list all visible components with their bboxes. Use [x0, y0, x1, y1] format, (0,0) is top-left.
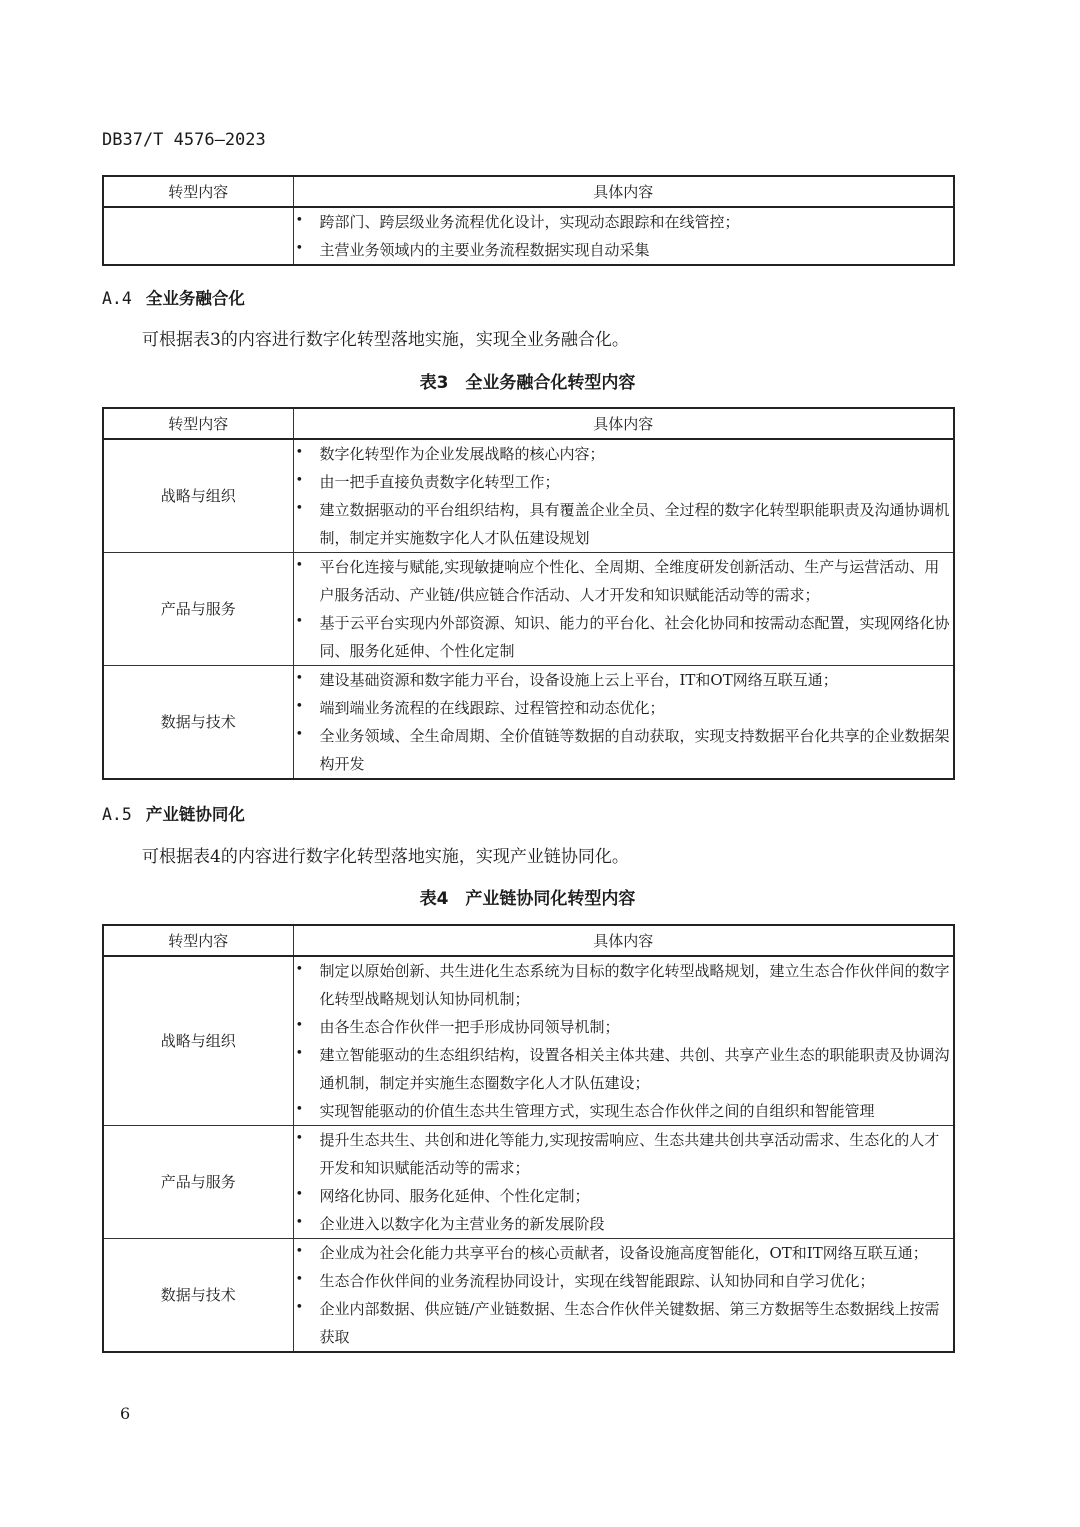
list-item — [294, 440, 954, 468]
standard-code: DB37/T 4576—2023 — [102, 130, 266, 150]
section-title: 产业链协同化 — [145, 805, 245, 824]
bullet-icon: • — [295, 1102, 304, 1117]
section-paragraph: 可根据表4的内容进行数字化转型落地实施，实现产业链协同化。 — [142, 847, 629, 867]
item-text: 端到端业务流程的在线跟踪、过程管控和动态优化； — [319, 699, 665, 717]
table-row — [103, 1239, 954, 1353]
bullet-icon: • — [295, 1018, 304, 1033]
item-text: 建立数据驱动的平台组织结构，具有覆盖企业全员、全过程的数字化转型职能职责及沟通协调机制，制定并实施数字化人才队伍建设规划 — [319, 501, 950, 547]
bullet-icon: • — [295, 1300, 304, 1315]
column-header: 具体内容 — [293, 176, 954, 207]
bullet-icon: • — [295, 241, 304, 256]
bullet-icon: • — [295, 473, 304, 488]
table-row — [103, 956, 954, 1126]
item-text: 主营业务领域内的主要业务流程数据实现自动采集 — [319, 241, 650, 259]
bullet-icon: • — [295, 558, 304, 573]
section-number: A.5 — [102, 805, 132, 824]
content-cell — [293, 956, 954, 1126]
item-text: 由一把手直接负责数字化转型工作； — [319, 473, 560, 491]
category-cell: 产品与服务 — [103, 1126, 293, 1239]
item-text: 提升生态共生、共创和进化等能力,实现按需响应、生态共建共创共享活动需求、生态化的人才开发和知识赋能活动等的需求； — [319, 1131, 940, 1177]
list-item — [294, 236, 954, 264]
list-item — [294, 957, 954, 1013]
list-item — [294, 722, 954, 778]
category-cell: 产品与服务 — [103, 553, 293, 666]
table-row — [103, 439, 954, 553]
page-number: 6 — [120, 1404, 131, 1423]
list-item — [294, 553, 954, 609]
content-cell — [293, 439, 954, 553]
bullet-icon: • — [295, 501, 304, 516]
list-item — [294, 694, 954, 722]
bullet-icon: • — [295, 1244, 304, 1259]
table-caption: 表3 全业务融合化转型内容 — [419, 373, 636, 393]
table-row — [103, 207, 954, 265]
category-cell: 战略与组织 — [103, 956, 293, 1126]
item-text: 实现智能驱动的价值生态共生管理方式，实现生态合作伙伴之间的自组织和智能管理 — [319, 1102, 875, 1120]
bullet-icon: • — [295, 1187, 304, 1202]
section-paragraph: 可根据表3的内容进行数字化转型落地实施，实现全业务融合化。 — [142, 330, 629, 350]
item-text: 生态合作伙伴间的业务流程协同设计，实现在线智能跟踪、认知协同和自学习优化； — [319, 1272, 875, 1290]
table-row — [103, 553, 954, 666]
table-row — [103, 1126, 954, 1239]
table-header-row — [103, 176, 954, 207]
category-cell — [103, 207, 293, 265]
column-header: 转型内容 — [103, 408, 293, 439]
column-header: 具体内容 — [293, 408, 954, 439]
list-item — [294, 666, 954, 694]
bullet-icon: • — [295, 213, 304, 228]
section-heading-a4 — [102, 285, 245, 309]
table-header-row — [103, 408, 954, 439]
section-heading-a5 — [102, 801, 245, 825]
content-cell — [293, 1126, 954, 1239]
list-item — [294, 1126, 954, 1182]
bullet-icon: • — [295, 671, 304, 686]
content-cell — [293, 666, 954, 780]
item-text: 建设基础资源和数字能力平台，设备设施上云上平台，IT和OT网络互联互通； — [319, 671, 838, 689]
content-cell — [293, 553, 954, 666]
list-item — [294, 1041, 954, 1097]
list-item — [294, 1182, 954, 1210]
section-number: A.4 — [102, 289, 132, 308]
item-text: 平台化连接与赋能,实现敏捷响应个性化、全周期、全维度研发创新活动、生产与运营活动、用户服务活动、产业链/供应链合作活动、人才开发和知识赋能活动等的需求； — [319, 558, 940, 604]
item-text: 建立智能驱动的生态组织结构，设置各相关主体共建、共创、共享产业生态的职能职责及协调沟通机制，制定并实施生态圈数字化人才队伍建设； — [319, 1046, 950, 1092]
list-item — [294, 1097, 954, 1125]
bullet-icon: • — [295, 614, 304, 629]
table-row — [103, 666, 954, 780]
column-header: 转型内容 — [103, 176, 293, 207]
bullet-icon: • — [295, 1272, 304, 1287]
item-text: 全业务领域、全生命周期、全价值链等数据的自动获取，实现支持数据平台化共享的企业数据架构开发 — [319, 727, 950, 773]
item-text: 企业内部数据、供应链/产业链数据、生态合作伙伴关键数据、第三方数据等生态数据线上按需获取 — [319, 1300, 940, 1346]
item-text: 跨部门、跨层级业务流程优化设计，实现动态跟踪和在线管控； — [319, 213, 740, 231]
item-text: 企业成为社会化能力共享平台的核心贡献者，设备设施高度智能化，OT和IT网络互联互通； — [319, 1244, 928, 1262]
bullet-icon: • — [295, 699, 304, 714]
item-text: 网络化协同、服务化延伸、个性化定制； — [319, 1187, 590, 1205]
list-item — [294, 609, 954, 665]
bullet-icon: • — [295, 1131, 304, 1146]
item-text: 基于云平台实现内外部资源、知识、能力的平台化、社会化协同和按需动态配置，实现网络化协同、服务化延伸、个性化定制 — [319, 614, 950, 660]
table-continued — [102, 175, 955, 266]
table-header-row — [103, 925, 954, 956]
list-item — [294, 1267, 954, 1295]
section-title: 全业务融合化 — [145, 289, 245, 308]
item-text: 由各生态合作伙伴一把手形成协同领导机制； — [319, 1018, 620, 1036]
category-cell: 数据与技术 — [103, 1239, 293, 1353]
bullet-icon: • — [295, 445, 304, 460]
item-text: 数字化转型作为企业发展战略的核心内容； — [319, 445, 605, 463]
list-item — [294, 496, 954, 552]
column-header: 转型内容 — [103, 925, 293, 956]
table-3 — [102, 407, 955, 780]
bullet-icon: • — [295, 727, 304, 742]
list-item — [294, 468, 954, 496]
item-text: 企业进入以数字化为主营业务的新发展阶段 — [319, 1215, 605, 1233]
list-item — [294, 1013, 954, 1041]
bullet-icon: • — [295, 1215, 304, 1230]
table-caption: 表4 产业链协同化转型内容 — [419, 889, 636, 909]
list-item — [294, 1295, 954, 1351]
bullet-icon: • — [295, 1046, 304, 1061]
column-header: 具体内容 — [293, 925, 954, 956]
content-cell — [293, 1239, 954, 1353]
table-4 — [102, 924, 955, 1353]
content-cell — [293, 207, 954, 265]
list-item — [294, 1210, 954, 1238]
item-text: 制定以原始创新、共生进化生态系统为目标的数字化转型战略规划，建立生态合作伙伴间的数字化转型战略规划认知协同机制； — [319, 962, 950, 1008]
category-cell: 战略与组织 — [103, 439, 293, 553]
list-item — [294, 208, 954, 236]
bullet-icon: • — [295, 962, 304, 977]
category-cell: 数据与技术 — [103, 666, 293, 780]
list-item — [294, 1239, 954, 1267]
